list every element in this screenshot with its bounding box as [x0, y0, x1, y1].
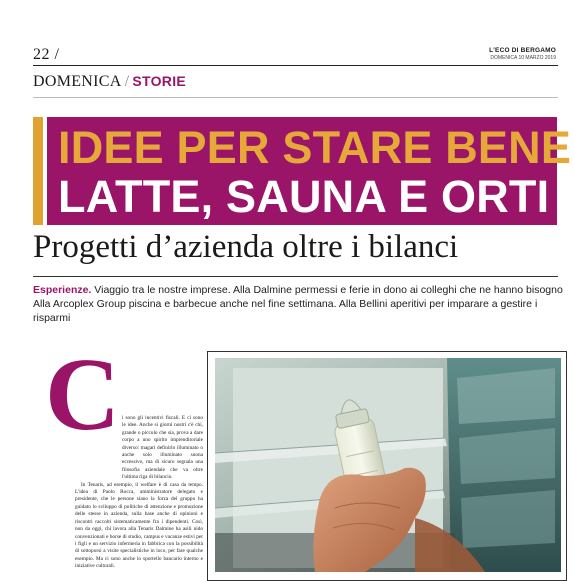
article-paragraph-1: i sono gli incentivi fiscali. E ci sono le idee. Anche si giorni nostri c'è chi, grande o piccolo che sia, prova a dare corpo a uno spirito imprenditoriale diverso: magari definirlo illuminato o anche solo illuminato suona eccessivo, ma di sicuro segnala una filosofia aziendale che va oltre l'ultima riga di bilancio.	[122, 415, 203, 481]
header-rule	[33, 65, 558, 66]
headline-line-1: IDEE PER STARE BENE	[58, 122, 572, 173]
subheadline: Progetti d’azienda oltre i bilanci	[33, 229, 459, 265]
summary	[33, 283, 563, 325]
fridge-photo-illustration	[215, 358, 561, 572]
section-subsection: STORIE	[132, 73, 187, 89]
section-slash: /	[124, 73, 130, 90]
page-number-value: 22	[33, 46, 50, 63]
masthead-date: DOMENICA 10 MARZO 2019	[490, 55, 556, 61]
page-number-slash: /	[54, 46, 60, 63]
page-number	[33, 46, 59, 64]
summary-text: Viaggio tra le nostre imprese. Alla Dalmine permessi e ferie in dono ai colleghi che ne hanno bisogno Alla Arcoplex Group piscina e barbecue anche nel fine settimana. Alla Bellini aperitivi per imparare a gestire i risparmi	[33, 284, 563, 324]
summary-lead: Esperienze.	[33, 284, 92, 296]
article-paragraph-2: In Tenaris, ad esempio, il welfare è di casa da tempo. L'idea di Paolo Rocca, amministratore delegato e presidente, che le persone siano la forza del gruppo ha guidato lo sviluppo di politiche di attenzione e promozione delle stesse in azienda, sulla base anche di opinioni e riscontri raccolti sistematicamente fra i dipendenti. Così, non da oggi, chi lavora alla Tenaris Dalmine ha asili nido convenzionati e borse di studio, campus e vacanze estivi per i figli e un servizio infermeria in fabbrica con la possibilità di sottoporsi a visite specialistiche in loco, per fare qualche esempio. Ma ci sono anche lo sportello bancario interno e iniziative culturali.	[75, 481, 203, 570]
headline-accent-bar	[33, 117, 43, 225]
headline-line-2: LATTE, SAUNA E ORTI	[58, 171, 550, 222]
article-photo	[215, 358, 561, 572]
masthead-name: L'ECO DI BERGAMO	[489, 47, 556, 54]
section-rule	[33, 97, 558, 98]
section-label	[33, 73, 186, 91]
article-body	[75, 415, 203, 571]
drop-cap: C	[45, 337, 121, 452]
section-name: DOMENICA	[33, 73, 122, 90]
subheadline-rule	[33, 276, 558, 277]
masthead	[489, 47, 556, 61]
